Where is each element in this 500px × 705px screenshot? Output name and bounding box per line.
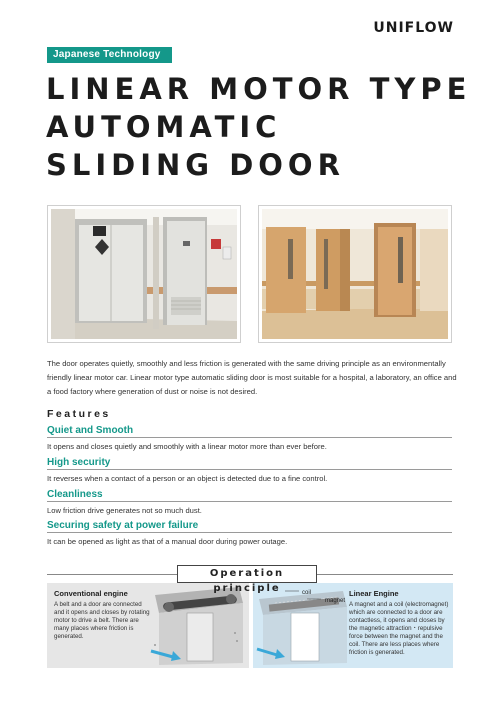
page-title — [46, 70, 472, 184]
wooden-door-photo — [258, 205, 452, 343]
feature-description: It reverses when a contact of a person or an object is detected due to a fine control. — [47, 474, 328, 483]
feature-high-security — [47, 456, 452, 484]
feature-description: It opens and closes quietly and smoothly with a linear motor more than ever before. — [47, 442, 327, 451]
title-line-2: AUTOMATIC — [46, 110, 282, 144]
operation-principle-heading: Operation principle — [177, 565, 317, 583]
feature-title: High security — [47, 456, 452, 470]
conventional-engine-text: A belt and a door are connected and it opens and closes by rotating motor to drive a belt. There are many places where friction is generated. — [54, 601, 150, 640]
coil-label: coil — [302, 590, 312, 596]
brand-logo: UNIFLOW — [373, 20, 454, 36]
intro-paragraph: The door operates quietly, smoothly and less friction is generated with the same driving principle as an environmentally friendly linear motor car. Linear motor type automatic sliding door is most suitable for a hospital, a laboratory, an office and a food factory where generation of dust or noise is not desired. — [47, 359, 457, 396]
category-tag: Japanese Technology — [47, 47, 172, 63]
feature-description: Low friction drive generates not so much dust. — [47, 506, 202, 515]
hospital-door-image — [51, 209, 237, 339]
feature-cleanliness — [47, 488, 452, 516]
feature-quiet-smooth — [47, 424, 452, 452]
conventional-engine-title: Conventional engine — [54, 589, 128, 598]
feature-title: Cleanliness — [47, 488, 452, 502]
linear-engine-text: A magnet and a coil (electromagnet) which are connected to a door are contactless, it opens and closes by the magnetic attraction・repulsive force between the magnet and the coil. There are less places where friction is generated. — [349, 601, 449, 656]
feature-title: Securing safety at power failure — [47, 519, 452, 533]
belt-mechanism-diagram — [147, 585, 247, 665]
feature-description: It can be opened as light as that of a manual door during power outage. — [47, 537, 288, 546]
feature-power-failure-safety — [47, 519, 452, 547]
linear-mechanism-illustration — [255, 585, 349, 665]
features-heading: Features — [47, 408, 111, 420]
title-line-1: LINEAR MOTOR TYPE — [46, 72, 472, 106]
wooden-door-image — [262, 209, 448, 339]
magnet-label: magnet — [325, 598, 346, 604]
linear-engine-panel — [253, 583, 453, 668]
linear-engine-title: Linear Engine — [349, 589, 399, 598]
title-line-3: SLIDING DOOR — [46, 148, 345, 182]
hospital-door-photo — [47, 205, 241, 343]
feature-title: Quiet and Smooth — [47, 424, 452, 438]
linear-mechanism-diagram — [255, 585, 349, 665]
belt-mechanism-illustration — [147, 585, 247, 665]
